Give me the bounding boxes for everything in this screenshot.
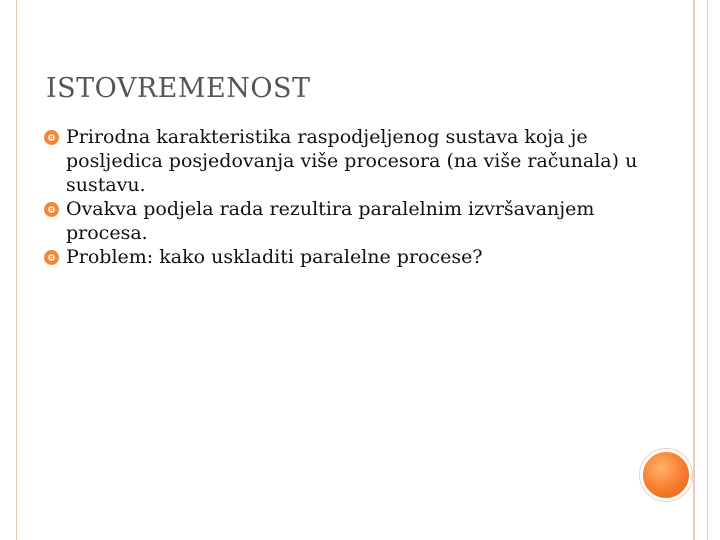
gear-icon [44,250,59,265]
decorative-rails [694,0,708,540]
list-item [44,125,644,197]
list-item [44,245,644,269]
bullet-text: Ovakva podjela rada rezultira paralelnim izvršavanjem procesa. [66,198,595,244]
bullet-list [44,125,644,269]
gear-icon [44,202,59,217]
decorative-circle [640,449,692,501]
bullet-text: Prirodna karakteristika raspodjeljenog sustava koja je posljedica posjedovanja više procesora (na više računala) u sustavu. [66,126,638,196]
bullet-text: Problem: kako uskladiti paralelne procese? [66,246,483,268]
gear-icon [44,130,59,145]
list-item [44,197,644,245]
page-title: ISTOVREMENOST [46,73,311,104]
